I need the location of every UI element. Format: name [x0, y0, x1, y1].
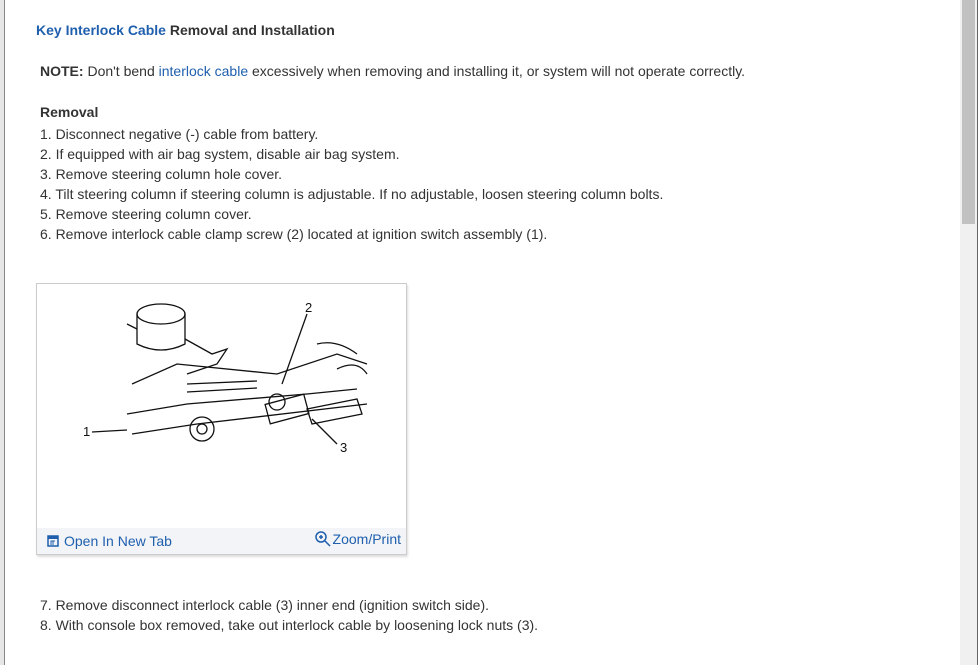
scrollbar-thumb[interactable]: [962, 0, 975, 224]
zoom-in-icon: [315, 531, 331, 547]
vertical-scrollbar[interactable]: [960, 0, 977, 665]
step: 6. Remove interlock cable clamp screw (2) located at ignition switch assembly (1).: [40, 226, 548, 242]
removal-steps-continued: [40, 595, 538, 635]
step: 4. Tilt steering column if steering column is adjustable. If no adjustable, loosen steering column bolts.: [40, 186, 664, 202]
new-tab-icon: [47, 535, 59, 547]
figure-toolbar: [37, 528, 406, 554]
callout-1: 1: [83, 424, 91, 439]
left-border: [0, 0, 5, 665]
open-in-new-tab-label: Open In New Tab: [64, 533, 172, 549]
step: 3. Remove steering column hole cover.: [40, 166, 283, 182]
open-in-new-tab-button[interactable]: [47, 533, 172, 549]
interlock-cable-diagram: [37, 284, 406, 528]
title-text: Removal and Installation: [165, 22, 335, 38]
step: 1. Disconnect negative (-) cable from battery.: [40, 126, 319, 142]
callout-3: 3: [340, 440, 348, 455]
note-text: Don't bend: [83, 63, 159, 79]
step: 8. With console box removed, take out interlock cable by loosening lock nuts (3).: [40, 617, 539, 633]
figure-card: [36, 283, 407, 555]
zoom-print-button[interactable]: [315, 531, 401, 547]
step: 7. Remove disconnect interlock cable (3) inner end (ignition switch side).: [40, 597, 489, 613]
note: [40, 63, 745, 79]
title-link[interactable]: Key Interlock Cable: [36, 22, 166, 38]
zoom-print-label: Zoom/Print: [332, 531, 401, 547]
removal-heading: Removal: [40, 104, 99, 120]
removal-steps: [40, 124, 663, 244]
page-title: [36, 22, 335, 38]
note-text-2: excessively when removing and installing it, or system will not operate correctly.: [248, 63, 746, 79]
note-label: NOTE:: [40, 63, 84, 79]
step: 5. Remove steering column cover.: [40, 206, 252, 222]
step: 2. If equipped with air bag system, disable air bag system.: [40, 146, 400, 162]
callout-2: 2: [305, 300, 313, 315]
interlock-cable-link[interactable]: interlock cable: [158, 63, 249, 79]
